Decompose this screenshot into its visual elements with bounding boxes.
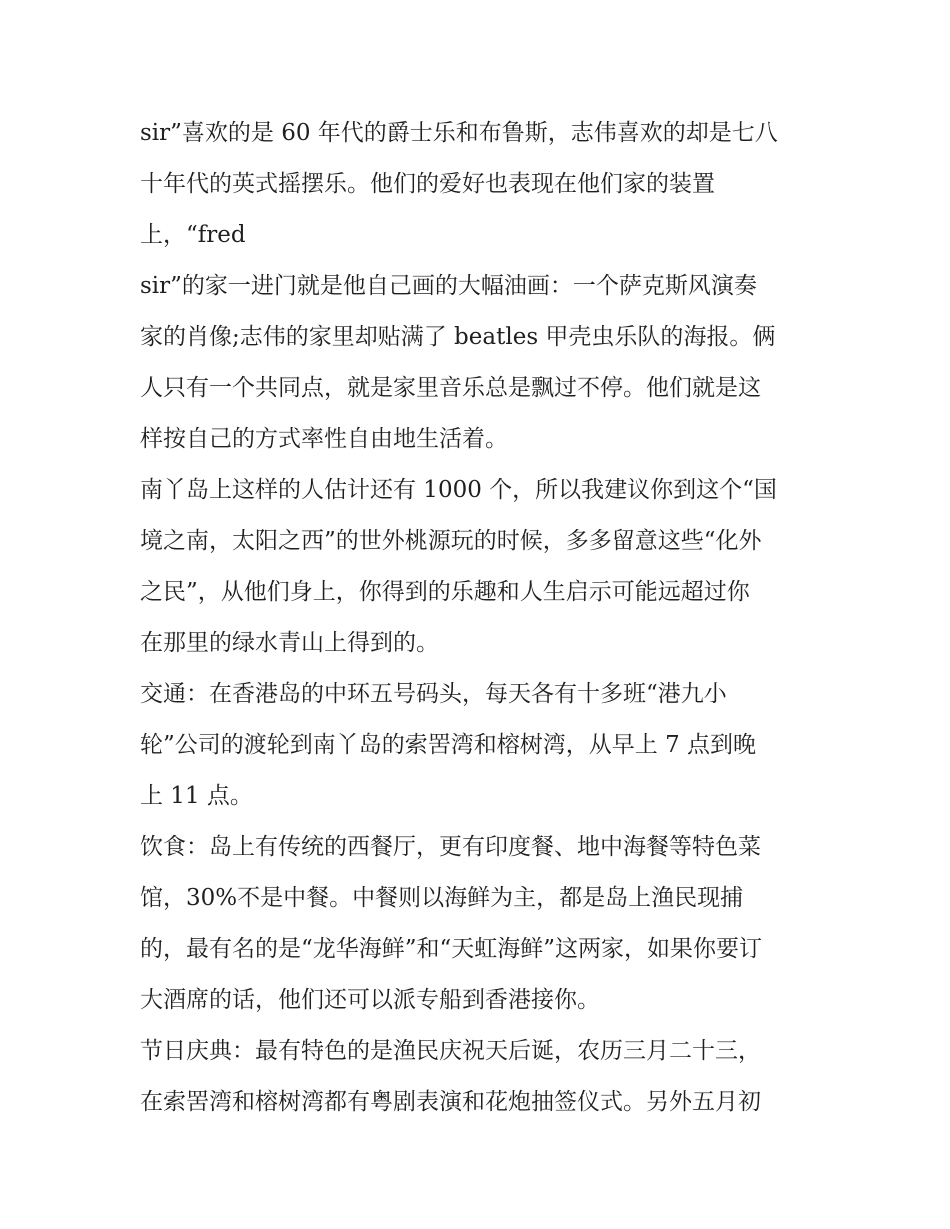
text-line: 轮”公司的渡轮到南丫岛的索罟湾和榕树湾，从早上 7 点到晚 bbox=[140, 732, 757, 758]
text-line: 南丫岛上这样的人估计还有 1000 个，所以我建议你到这个“国 bbox=[140, 477, 777, 503]
text-line: 境之南，太阳之西”的世外桃源玩的时候，多多留意这些“化外 bbox=[140, 528, 762, 554]
text-line: 上，“fred bbox=[140, 222, 246, 248]
text-line: 家的肖像;志伟的家里却贴满了 beatles 甲壳虫乐队的海报。俩 bbox=[140, 324, 776, 350]
text-line: 在索罟湾和榕树湾都有粤剧表演和花炮抽签仪式。另外五月初 bbox=[140, 1089, 761, 1115]
text-line: 之民”，从他们身上，你得到的乐趣和人生启示可能远超过你 bbox=[140, 579, 750, 605]
text-line: 大酒席的话，他们还可以派专船到香港接你。 bbox=[140, 987, 600, 1013]
text-line: 馆，30%不是中餐。中餐则以海鲜为主，都是岛上渔民现捕 bbox=[140, 885, 744, 911]
document-text-block bbox=[140, 108, 830, 1128]
text-line: 饮食：岛上有传统的西餐厅，更有印度餐、地中海餐等特色菜 bbox=[140, 834, 761, 860]
text-line: 样按自己的方式率性自由地生活着。 bbox=[140, 426, 508, 452]
text-line: sir”的家一进门就是他自己画的大幅油画：一个萨克斯风演奏 bbox=[140, 273, 757, 299]
text-line: 十年代的英式摇摆乐。他们的爱好也表现在他们家的装置 bbox=[140, 171, 715, 197]
text-line: 的，最有名的是“龙华海鲜”和“天虹海鲜”这两家，如果你要订 bbox=[140, 936, 763, 962]
text-line: 交通：在香港岛的中环五号码头，每天各有十多班“港九小 bbox=[140, 681, 727, 707]
text-line: 节日庆典：最有特色的是渔民庆祝天后诞，农历三月二十三， bbox=[140, 1038, 761, 1064]
text-line: 人只有一个共同点，就是家里音乐总是飘过不停。他们就是这 bbox=[140, 375, 761, 401]
text-line: 上 11 点。 bbox=[140, 783, 253, 809]
text-line: sir”喜欢的是 60 年代的爵士乐和布鲁斯，志伟喜欢的却是七八 bbox=[140, 120, 778, 146]
text-line: 在那里的绿水青山上得到的。 bbox=[140, 630, 439, 656]
